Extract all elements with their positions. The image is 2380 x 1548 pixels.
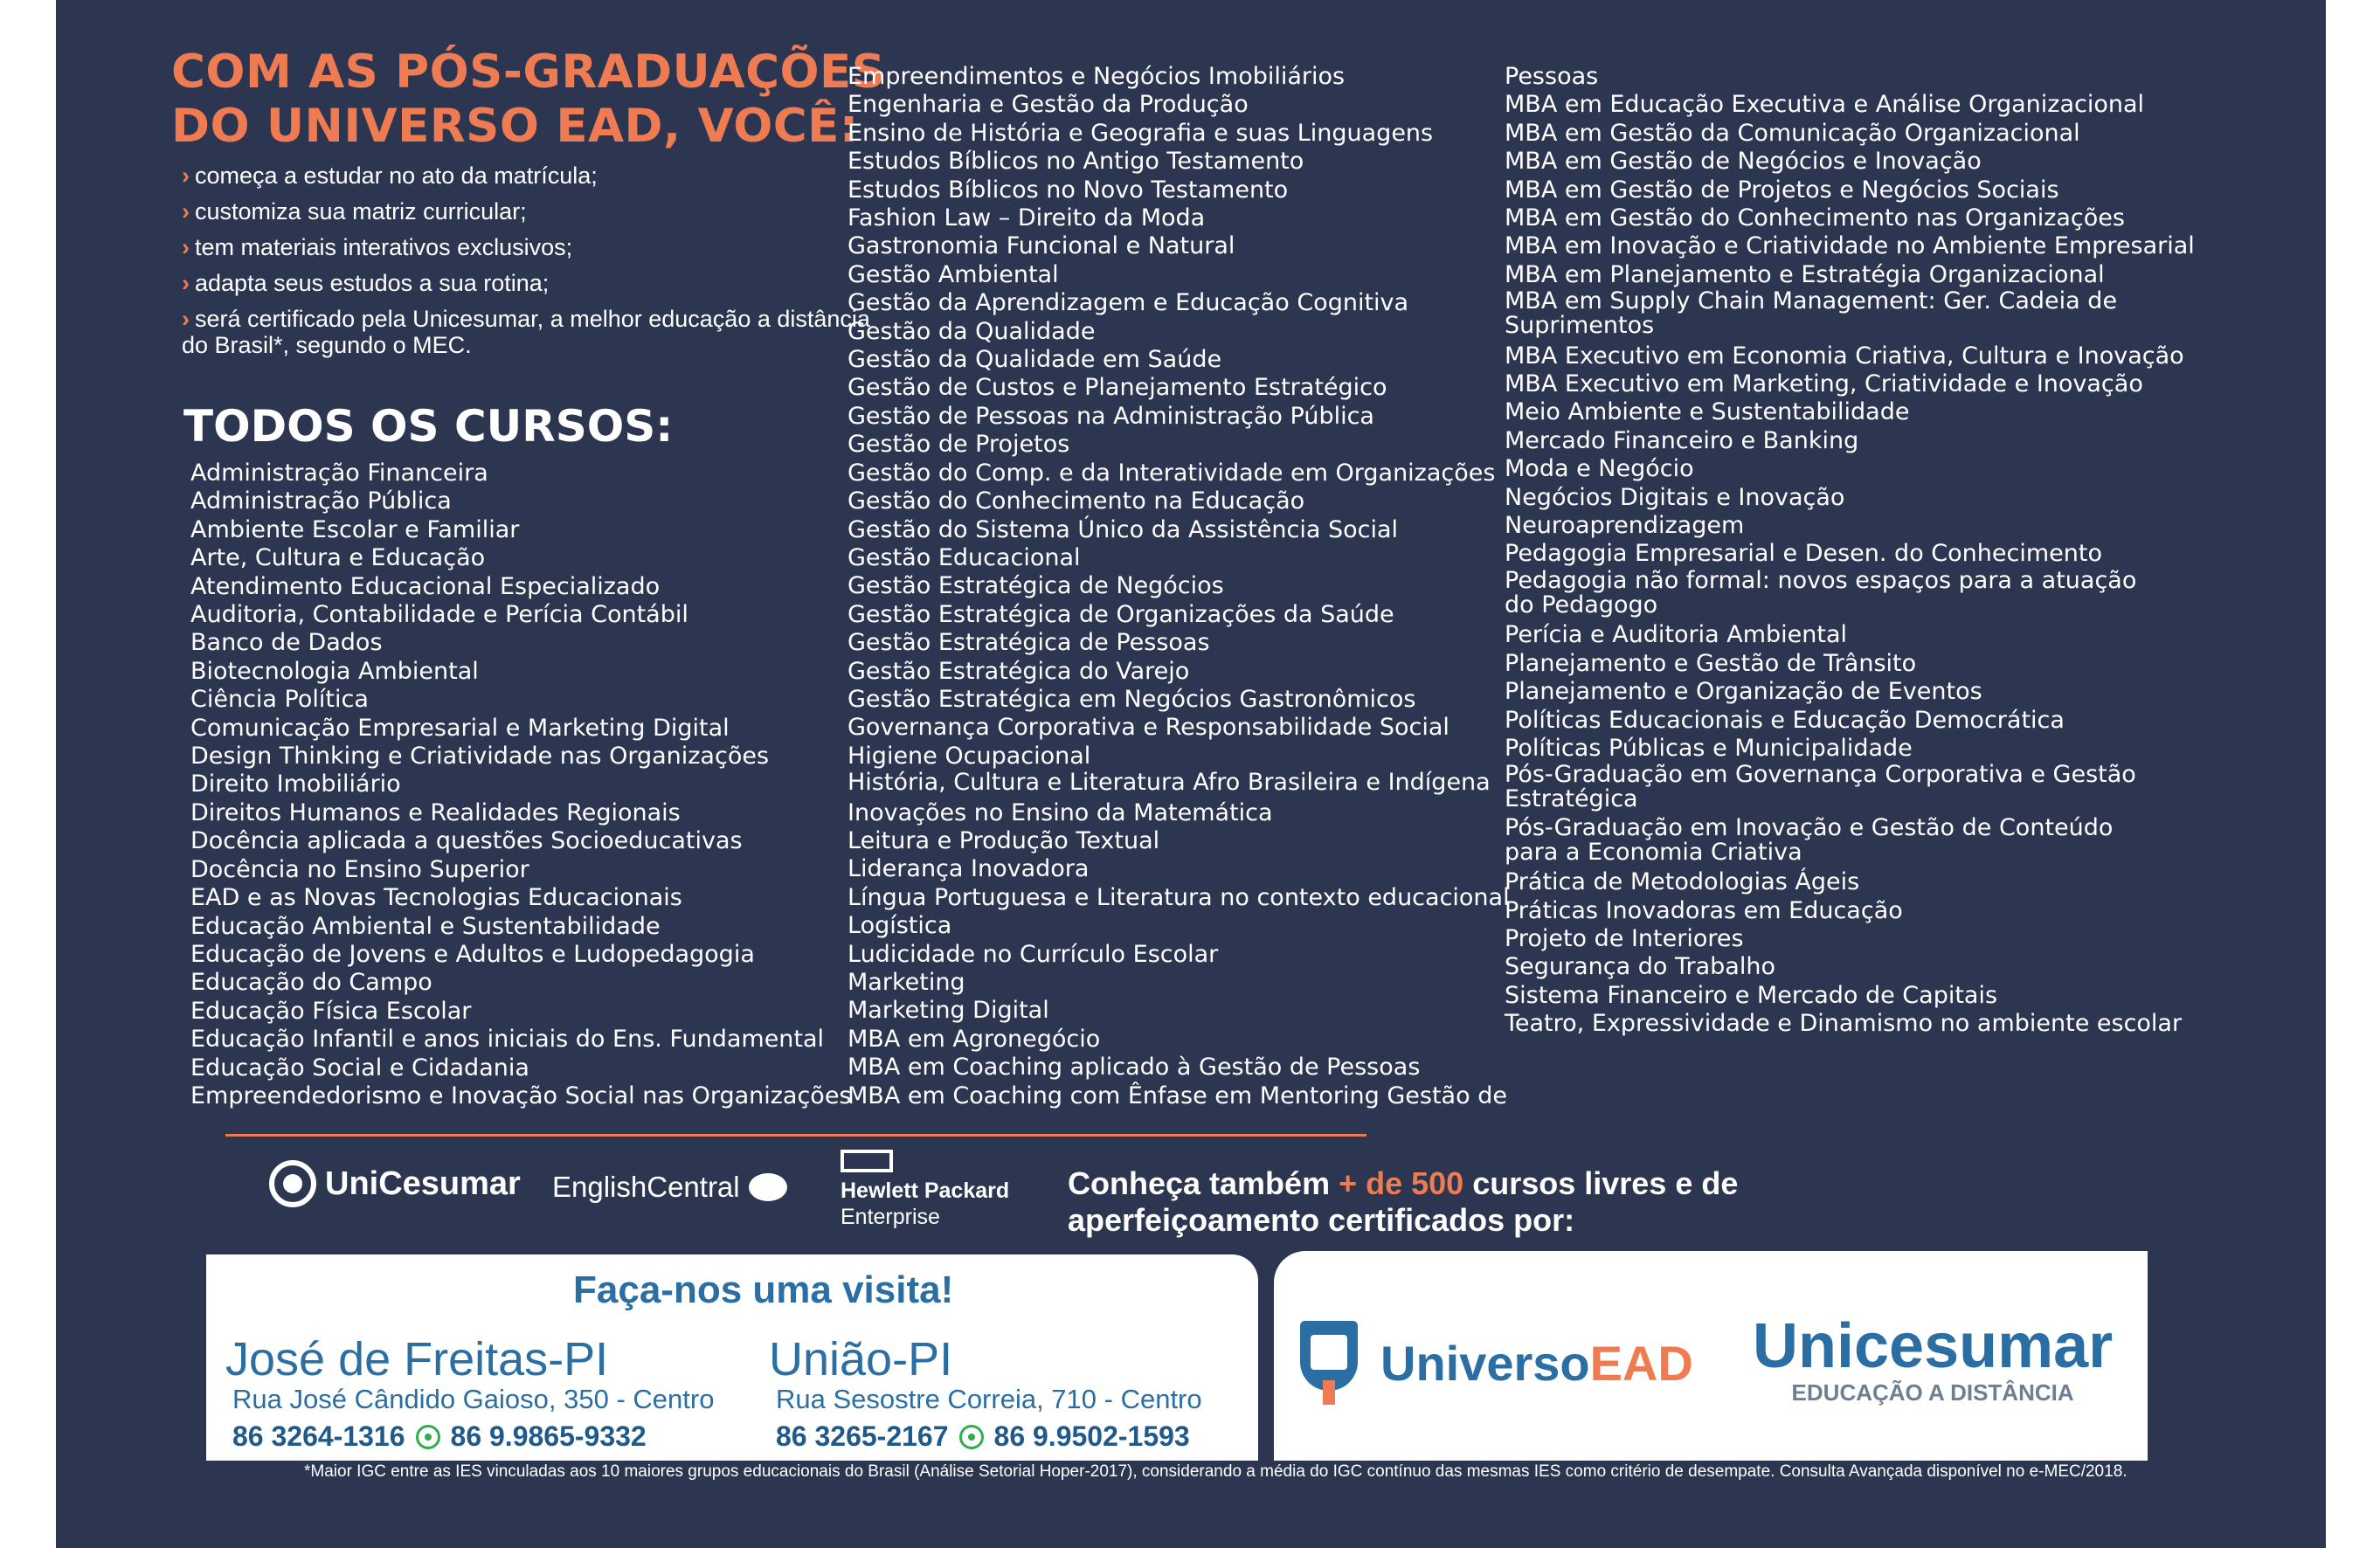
course-item: Ciência Política: [190, 686, 369, 714]
footnote: *Maior IGC entre as IES vinculadas aos 10 maiores grupos educacionais do Brasil (Análise Setorial Hoper-2017), considerando a média do IGC contínuo das mesmas IES como critério de desempate. Consulta Avançada disponível no e-MEC/2018.: [304, 1462, 2127, 1481]
course-item: EAD e as Novas Tecnologias Educacionais: [190, 884, 682, 912]
course-item: MBA em Inovação e Criatividade no Ambiente Empresarial: [1505, 232, 2195, 260]
course-item: Gestão Estratégica de Negócios: [848, 572, 1224, 600]
speech-bubble-icon: [749, 1173, 787, 1201]
course-item: Auditoria, Contabilidade e Perícia Contábil: [190, 601, 688, 629]
course-item: Políticas Educacionais e Educação Democrática: [1505, 706, 2065, 734]
office-jose-de-freitas: [225, 1335, 714, 1453]
course-item: MBA em Agronegócio: [848, 1025, 1101, 1053]
unicesumar-logo-icon: [269, 1160, 316, 1207]
course-item: MBA em Planejamento e Estratégia Organizacional: [1505, 260, 2105, 288]
benefit-item: › será certificado pela Unicesumar, a melhor educação a distância do Brasil*, segundo o MEC.: [182, 306, 870, 358]
course-column-2: [848, 63, 1538, 1110]
course-item: Pessoas: [1505, 63, 1599, 90]
course-item: Estudos Bíblicos no Novo Testamento: [848, 176, 1289, 204]
course-item: Administração Pública: [190, 487, 452, 515]
visit-panel: [206, 1254, 1258, 1461]
chevron-right-icon: ›: [182, 270, 190, 296]
course-item: Marketing: [848, 968, 965, 996]
course-item: Pedagogia não formal: novos espaços para a atuação do Pedagogo: [1505, 566, 2137, 619]
headline-line-1: COM AS PÓS-GRADUAÇÕES: [171, 45, 886, 99]
course-item: Moda e Negócio: [1505, 455, 1694, 483]
unicesumar-partner-logo: [269, 1160, 521, 1207]
course-item: Inovações no Ensino da Matemática: [848, 798, 1273, 826]
hpe-name-line-2: Enterprise: [841, 1205, 940, 1229]
unicesumar-brand-name: Unicesumar: [1753, 1311, 2114, 1381]
course-item: Língua Portuguesa e Literatura no contexto educacional: [848, 883, 1510, 911]
course-item: Segurança do Trabalho: [1505, 953, 1775, 981]
course-item: MBA Executivo em Economia Criativa, Cultura e Inovação: [1505, 342, 2184, 370]
course-item: Gestão Estratégica de Organizações da Saúde: [848, 600, 1394, 628]
benefit-item: › tem materiais interativos exclusivos;: [182, 234, 573, 260]
course-count-highlight: + de 500: [1339, 1165, 1464, 1201]
office-city: União-PI: [769, 1333, 953, 1386]
course-item: MBA em Gestão do Conhecimento nas Organizações: [1505, 204, 2125, 232]
course-item: Docência no Ensino Superior: [190, 855, 529, 883]
course-item: Gastronomia Funcional e Natural: [848, 232, 1235, 260]
course-item: Gestão do Sistema Único da Assistência Social: [848, 515, 1399, 543]
course-item: Ensino de História e Geografia e suas Linguagens: [848, 119, 1434, 147]
chevron-right-icon: ›: [182, 234, 190, 260]
course-item: Design Thinking e Criatividade nas Organizações: [190, 743, 770, 771]
englishcentral-partner-name: EnglishCentral: [552, 1171, 740, 1203]
course-item: Liderança Inovadora: [848, 855, 1090, 883]
brand-panel: [1274, 1251, 2148, 1461]
whatsapp-number: 86 9.9502-1593: [993, 1420, 1190, 1452]
office-address: Rua José Cândido Gaioso, 350 - Centro: [232, 1384, 715, 1414]
course-item: MBA em Gestão de Negócios e Inovação: [1505, 148, 1982, 176]
course-item: Engenharia e Gestão da Produção: [848, 91, 1249, 119]
course-item: Gestão da Qualidade em Saúde: [848, 346, 1222, 374]
course-item: Gestão Estratégica de Pessoas: [848, 629, 1210, 657]
course-item: MBA em Coaching com Ênfase em Mentoring Gestão de: [848, 1082, 1507, 1109]
course-item: Banco de Dados: [190, 629, 383, 657]
course-item: Gestão do Comp. e da Interatividade em Organizações: [848, 459, 1496, 487]
course-item: MBA em Coaching aplicado à Gestão de Pessoas: [848, 1054, 1421, 1082]
course-item: Arte, Cultura e Educação: [190, 544, 486, 572]
chevron-right-icon: ›: [182, 306, 190, 332]
course-item: Gestão do Conhecimento na Educação: [848, 487, 1305, 515]
course-item: Pós-Graduação em Inovação e Gestão de Conteúdo para a Economia Criativa: [1505, 813, 2114, 866]
course-item: Gestão Estratégica do Varejo: [848, 657, 1190, 685]
course-item: MBA em Gestão da Comunicação Organizacional: [1505, 119, 2080, 147]
course-item: Pedagogia Empresarial e Desen. do Conhecimento: [1505, 540, 2102, 568]
course-item: Educação do Campo: [190, 969, 432, 997]
chevron-right-icon: ›: [182, 198, 190, 225]
course-item: Empreendedorismo e Inovação Social nas Organizações: [190, 1082, 852, 1109]
course-item: Gestão Educacional: [848, 543, 1081, 571]
course-item: Negócios Digitais e Inovação: [1505, 483, 1845, 511]
course-column-1: [190, 460, 889, 1110]
course-item: Perícia e Auditoria Ambiental: [1505, 621, 1848, 649]
course-item: Práticas Inovadoras em Educação: [1505, 896, 1903, 924]
course-item: Atendimento Educacional Especializado: [190, 572, 661, 600]
unicesumar-brand-logo: [1753, 1312, 2113, 1405]
unicesumar-brand-subtitle: EDUCAÇÃO A DISTÂNCIA: [1791, 1379, 2074, 1406]
book-shield-icon: [1295, 1321, 1363, 1405]
headline: [171, 45, 885, 154]
course-item: Logística: [848, 912, 952, 940]
course-item: Biotecnologia Ambiental: [190, 657, 479, 685]
course-item: Empreendimentos e Negócios Imobiliários: [848, 63, 1346, 90]
flyer: [56, 0, 2326, 1548]
unicesumar-partner-name: UniCesumar: [325, 1164, 521, 1202]
course-item: Marketing Digital: [848, 997, 1049, 1025]
course-item: Gestão de Pessoas na Administração Pública: [848, 402, 1374, 430]
course-item: MBA em Educação Executiva e Análise Organizacional: [1505, 91, 2145, 119]
benefit-item: › começa a estudar no ato da matrícula;: [182, 162, 598, 189]
course-column-3: [1505, 63, 2195, 1039]
course-item: MBA Executivo em Marketing, Criatividade e Inovação: [1505, 370, 2143, 398]
course-item: MBA em Gestão de Projetos e Negócios Sociais: [1505, 176, 2059, 204]
chevron-right-icon: ›: [182, 162, 190, 189]
course-item: MBA em Supply Chain Management: Ger. Cadeia de Suprimentos: [1505, 287, 2118, 340]
whatsapp-number: 86 9.9865-9332: [450, 1420, 647, 1452]
course-item: História, Cultura e Literatura Afro Brasileira e Indígena: [848, 769, 1491, 797]
course-item: Teatro, Expressividade e Dinamismo no ambiente escolar: [1505, 1010, 2183, 1038]
course-item: Educação Social e Cidadania: [190, 1054, 529, 1082]
hpe-rectangle-icon: [841, 1150, 893, 1172]
office-uniao: [769, 1335, 1202, 1453]
also-courses-text: Conheça também + de 500 cursos livres e de aperfeiçoamento certificados por:: [1068, 1165, 1739, 1238]
course-item: Direitos Humanos e Realidades Regionais: [190, 798, 681, 826]
phone-number: 86 3264-1316: [232, 1420, 405, 1452]
course-item: Prática de Metodologias Ágeis: [1505, 868, 1860, 896]
office-phones: [776, 1420, 1202, 1453]
course-item: Administração Financeira: [190, 460, 488, 487]
course-item: Gestão da Aprendizagem e Educação Cognitiva: [848, 289, 1409, 317]
office-city: José de Freitas-PI: [225, 1333, 609, 1386]
course-item: Direito Imobiliário: [190, 771, 401, 798]
course-item: Estudos Bíblicos no Antigo Testamento: [848, 148, 1304, 176]
office-address: Rua Sesostre Correia, 710 - Centro: [776, 1384, 1202, 1414]
section-divider: [225, 1134, 1366, 1137]
course-item: Gestão de Projetos: [848, 431, 1070, 459]
course-item: Educação Infantil e anos iniciais do Ens. Fundamental: [190, 1026, 825, 1054]
course-item: Sistema Financeiro e Mercado de Capitais: [1505, 981, 1998, 1009]
hpe-name-line-1: Hewlett Packard: [841, 1178, 1010, 1203]
course-item: Mercado Financeiro e Banking: [1505, 426, 1859, 454]
course-item: Projeto de Interiores: [1505, 924, 1744, 952]
hpe-partner-logo: [841, 1150, 1009, 1230]
course-item: Gestão de Custos e Planejamento Estratégico: [848, 374, 1387, 402]
course-item: Higiene Ocupacional: [848, 742, 1091, 770]
courses-title: TODOS OS CURSOS:: [183, 401, 674, 452]
course-item: Neuroaprendizagem: [1505, 512, 1745, 540]
course-item: Fashion Law – Direito da Moda: [848, 204, 1206, 232]
course-item: Educação Ambiental e Sustentabilidade: [190, 912, 661, 940]
course-item: Ludicidade no Currículo Escolar: [848, 940, 1219, 968]
whatsapp-icon: [959, 1425, 984, 1449]
course-item: Docência aplicada a questões Socioeducativas: [190, 827, 743, 855]
course-item: Planejamento e Gestão de Trânsito: [1505, 649, 1917, 677]
benefit-item: › customiza sua matriz curricular;: [182, 198, 527, 225]
benefit-item: › adapta seus estudos a sua rotina;: [182, 270, 550, 296]
whatsapp-icon: [416, 1425, 440, 1449]
universo-ead-name: UniversoEAD: [1380, 1335, 1693, 1391]
universo-ead-logo: [1295, 1321, 1693, 1405]
englishcentral-partner-logo: [552, 1171, 787, 1204]
course-item: Planejamento e Organização de Eventos: [1505, 678, 1982, 706]
course-item: Políticas Públicas e Municipalidade: [1505, 734, 1913, 762]
headline-line-2: DO UNIVERSO EAD, VOCÊ:: [171, 100, 859, 153]
course-item: Comunicação Empresarial e Marketing Digital: [190, 714, 730, 742]
office-phones: [232, 1420, 714, 1453]
course-item: Gestão Estratégica em Negócios Gastronômicos: [848, 685, 1416, 713]
course-item: Pós-Graduação em Governança Corporativa e Gestão Estratégica: [1505, 761, 2136, 813]
benefits-list: [182, 162, 881, 368]
course-item: Meio Ambiente e Sustentabilidade: [1505, 398, 1910, 426]
course-item: Governança Corporativa e Responsabilidade Social: [848, 714, 1449, 742]
course-item: Ambiente Escolar e Familiar: [190, 515, 520, 543]
course-item: Educação Física Escolar: [190, 997, 472, 1025]
course-item: Gestão da Qualidade: [848, 317, 1096, 345]
course-item: Gestão Ambiental: [848, 260, 1059, 288]
phone-number: 86 3265-2167: [776, 1420, 949, 1452]
course-item: Educação de Jovens e Adultos e Ludopedagogia: [190, 940, 755, 968]
visit-title: Faça-nos uma visita!: [573, 1268, 954, 1311]
course-item: Leitura e Produção Textual: [848, 826, 1160, 854]
